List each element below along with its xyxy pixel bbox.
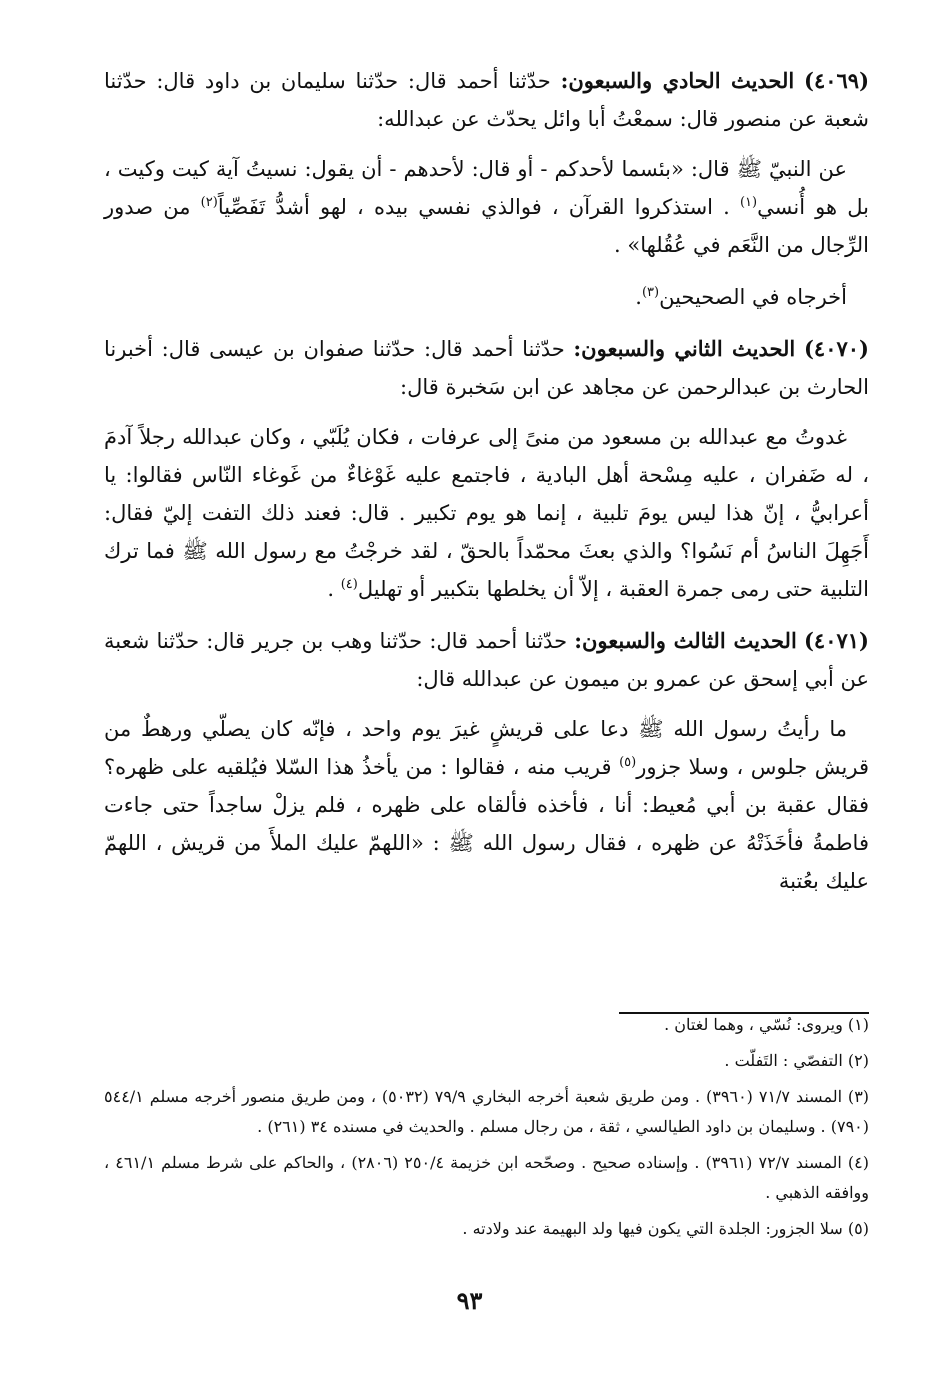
hadith-number: (٤٠٧٠) (803, 336, 869, 361)
matn-part: قريب منه ، فقالوا : من يأخذُ هذا السّلا فيُلقيه على ظهره؟ فقال عقبة بن أبي مُعيط: أنا ، فأخذه فألقاه على ظهره ، فلم يزلْ ساجداً حتى جاءت فاطمةُ فأخَذَتْهُ عن ظهره ، فقال رسول الله ﷺ : «اللهمّ عليك الملأَ من قريش ، اللهمّ عليك بعُتبة (104, 755, 869, 893)
takhrij-text: أخرجاه في الصحيحين (659, 285, 847, 309)
footnote-1: (١) ويروى: نُسّي ، وهما لغتان . (664, 1015, 869, 1034)
footnote-ref[interactable]: (١) (739, 195, 758, 210)
hadith-header (104, 330, 869, 406)
hadith-4070 (104, 330, 869, 608)
matn-part: عن النبيّ ﷺ قال: «بئسما لأحدكم - أو قال: لأحدهم - أن يقول: نسيتُ آية كيت وكيت ، بل هو أُنسي (104, 157, 869, 219)
matn-part: ما رأيتُ رسول الله ﷺ دعا على قريشٍ غيرَ يوم واحد ، فإنّه كان يصلّي ورهطٌ من قريش جلوس ، وسلا جزور (104, 717, 869, 779)
hadith-isnad: حدّثنا أحمد قال: حدّثنا سليمان بن داود قال: حدّثنا شعبة عن منصور قال: سمعْتُ أبا وائل يحدّث عن عبدالله: (104, 69, 869, 131)
hadith-header (104, 62, 869, 138)
footnote-3: (٣) المسند ٧١/٧ (٣٩٦٠) . ومن طريق شعبة أخرجه البخاري ٧٩/٩ (٥٠٣٢) ، ومن طريق منصور أخرجه مسلم ٥٤٤/١ (٧٩٠) . وسليمان بن داود الطيالسي ، ثقة ، من رجال مسلم . والحديث في مسنده ٣٤ (٢٦١) . (104, 1087, 870, 1136)
hadith-number: (٤٠٦٩) (804, 68, 870, 93)
footnotes (104, 1010, 869, 1250)
matn-part: غدوتُ مع عبدالله بن مسعود من منىً إلى عرفات ، فكان يُلَبّي ، وكان عبدالله رجلاً آدمَ ، له ضَفران ، عليه مِسْحة أهل البادية ، فاجتمع عليه غَوْغاءٌ من غَوغاء النّاس فقالوا: يا أعرابيُّ ، إنّ هذا ليس يومَ تلبية ، إنما هو يوم تكبير . قال: فعند ذلك التفت إليّ فقال: أَجَهِلَ الناسُ أم نَسُوا؟ والذي بعثَ محمّداً بالحقّ ، لقد خرجْتُ مع رسول الله ﷺ فما ترك التلبية حتى رمى جمرة العقبة ، إلاّ أن يخلطها بتكبير أو تهليل (104, 425, 869, 601)
footnote-ref[interactable]: (٢) (200, 195, 218, 210)
footnote-2: (٢) التفصّي : التَفلّت . (724, 1051, 869, 1070)
hadith-title: الحديث الحادي والسبعون: (560, 68, 795, 93)
hadith-4071 (104, 622, 869, 900)
page-number: ٩٣ (456, 1286, 483, 1315)
matn-part: من صدور الرِّجال من النَّعَم في عُقُلها» . (104, 195, 869, 257)
footnote-5: (٥) سلا الجزور: الجلدة التي يكون فيها ولد البهيمة عند ولادته . (462, 1219, 869, 1238)
hadith-number: (٤٠٧١) (803, 628, 869, 653)
hadith-header (104, 622, 869, 698)
footnote-4: (٤) المسند ٧٢/٧ (٣٩٦١) . وإسناده صحيح . وصحّحه ابن خزيمة ٢٥٠/٤ (٢٨٠٦) ، والحاكم على شرط مسلم ٤٦١/١ ، ووافقه الذهبي . (104, 1153, 870, 1202)
hadith-matn (104, 418, 869, 608)
footnote-ref[interactable]: (٥) (619, 755, 637, 770)
footnote-ref[interactable]: (٤) (340, 577, 358, 592)
matn-part: . استذكروا القرآن ، فوالذي نفسي بيده ، لهو أشدُّ تَفَصِّياً (217, 195, 740, 219)
hadith-4069 (104, 62, 869, 316)
takhrij-end: . (635, 285, 642, 309)
hadith-title: الحديث الثاني والسبعون: (573, 336, 796, 361)
matn-part: . (327, 577, 341, 601)
takhrij-line (104, 278, 869, 316)
hadith-isnad: حدّثنا أحمد قال: حدّثنا صفوان بن عيسى قال: أخبرنا الحارث بن عبدالرحمن عن مجاهد عن ابن سَخبرة قال: (104, 337, 869, 399)
footnote-ref[interactable]: (٣) (641, 285, 660, 300)
hadith-matn (104, 710, 869, 900)
hadith-isnad: حدّثنا أحمد قال: حدّثنا وهب بن جرير قال: حدّثنا شعبة عن أبي إسحق عن عمرو بن ميمون عن عبدالله قال: (104, 629, 869, 691)
hadith-matn (104, 150, 869, 264)
hadith-title: الحديث الثالث والسبعون: (574, 628, 797, 653)
